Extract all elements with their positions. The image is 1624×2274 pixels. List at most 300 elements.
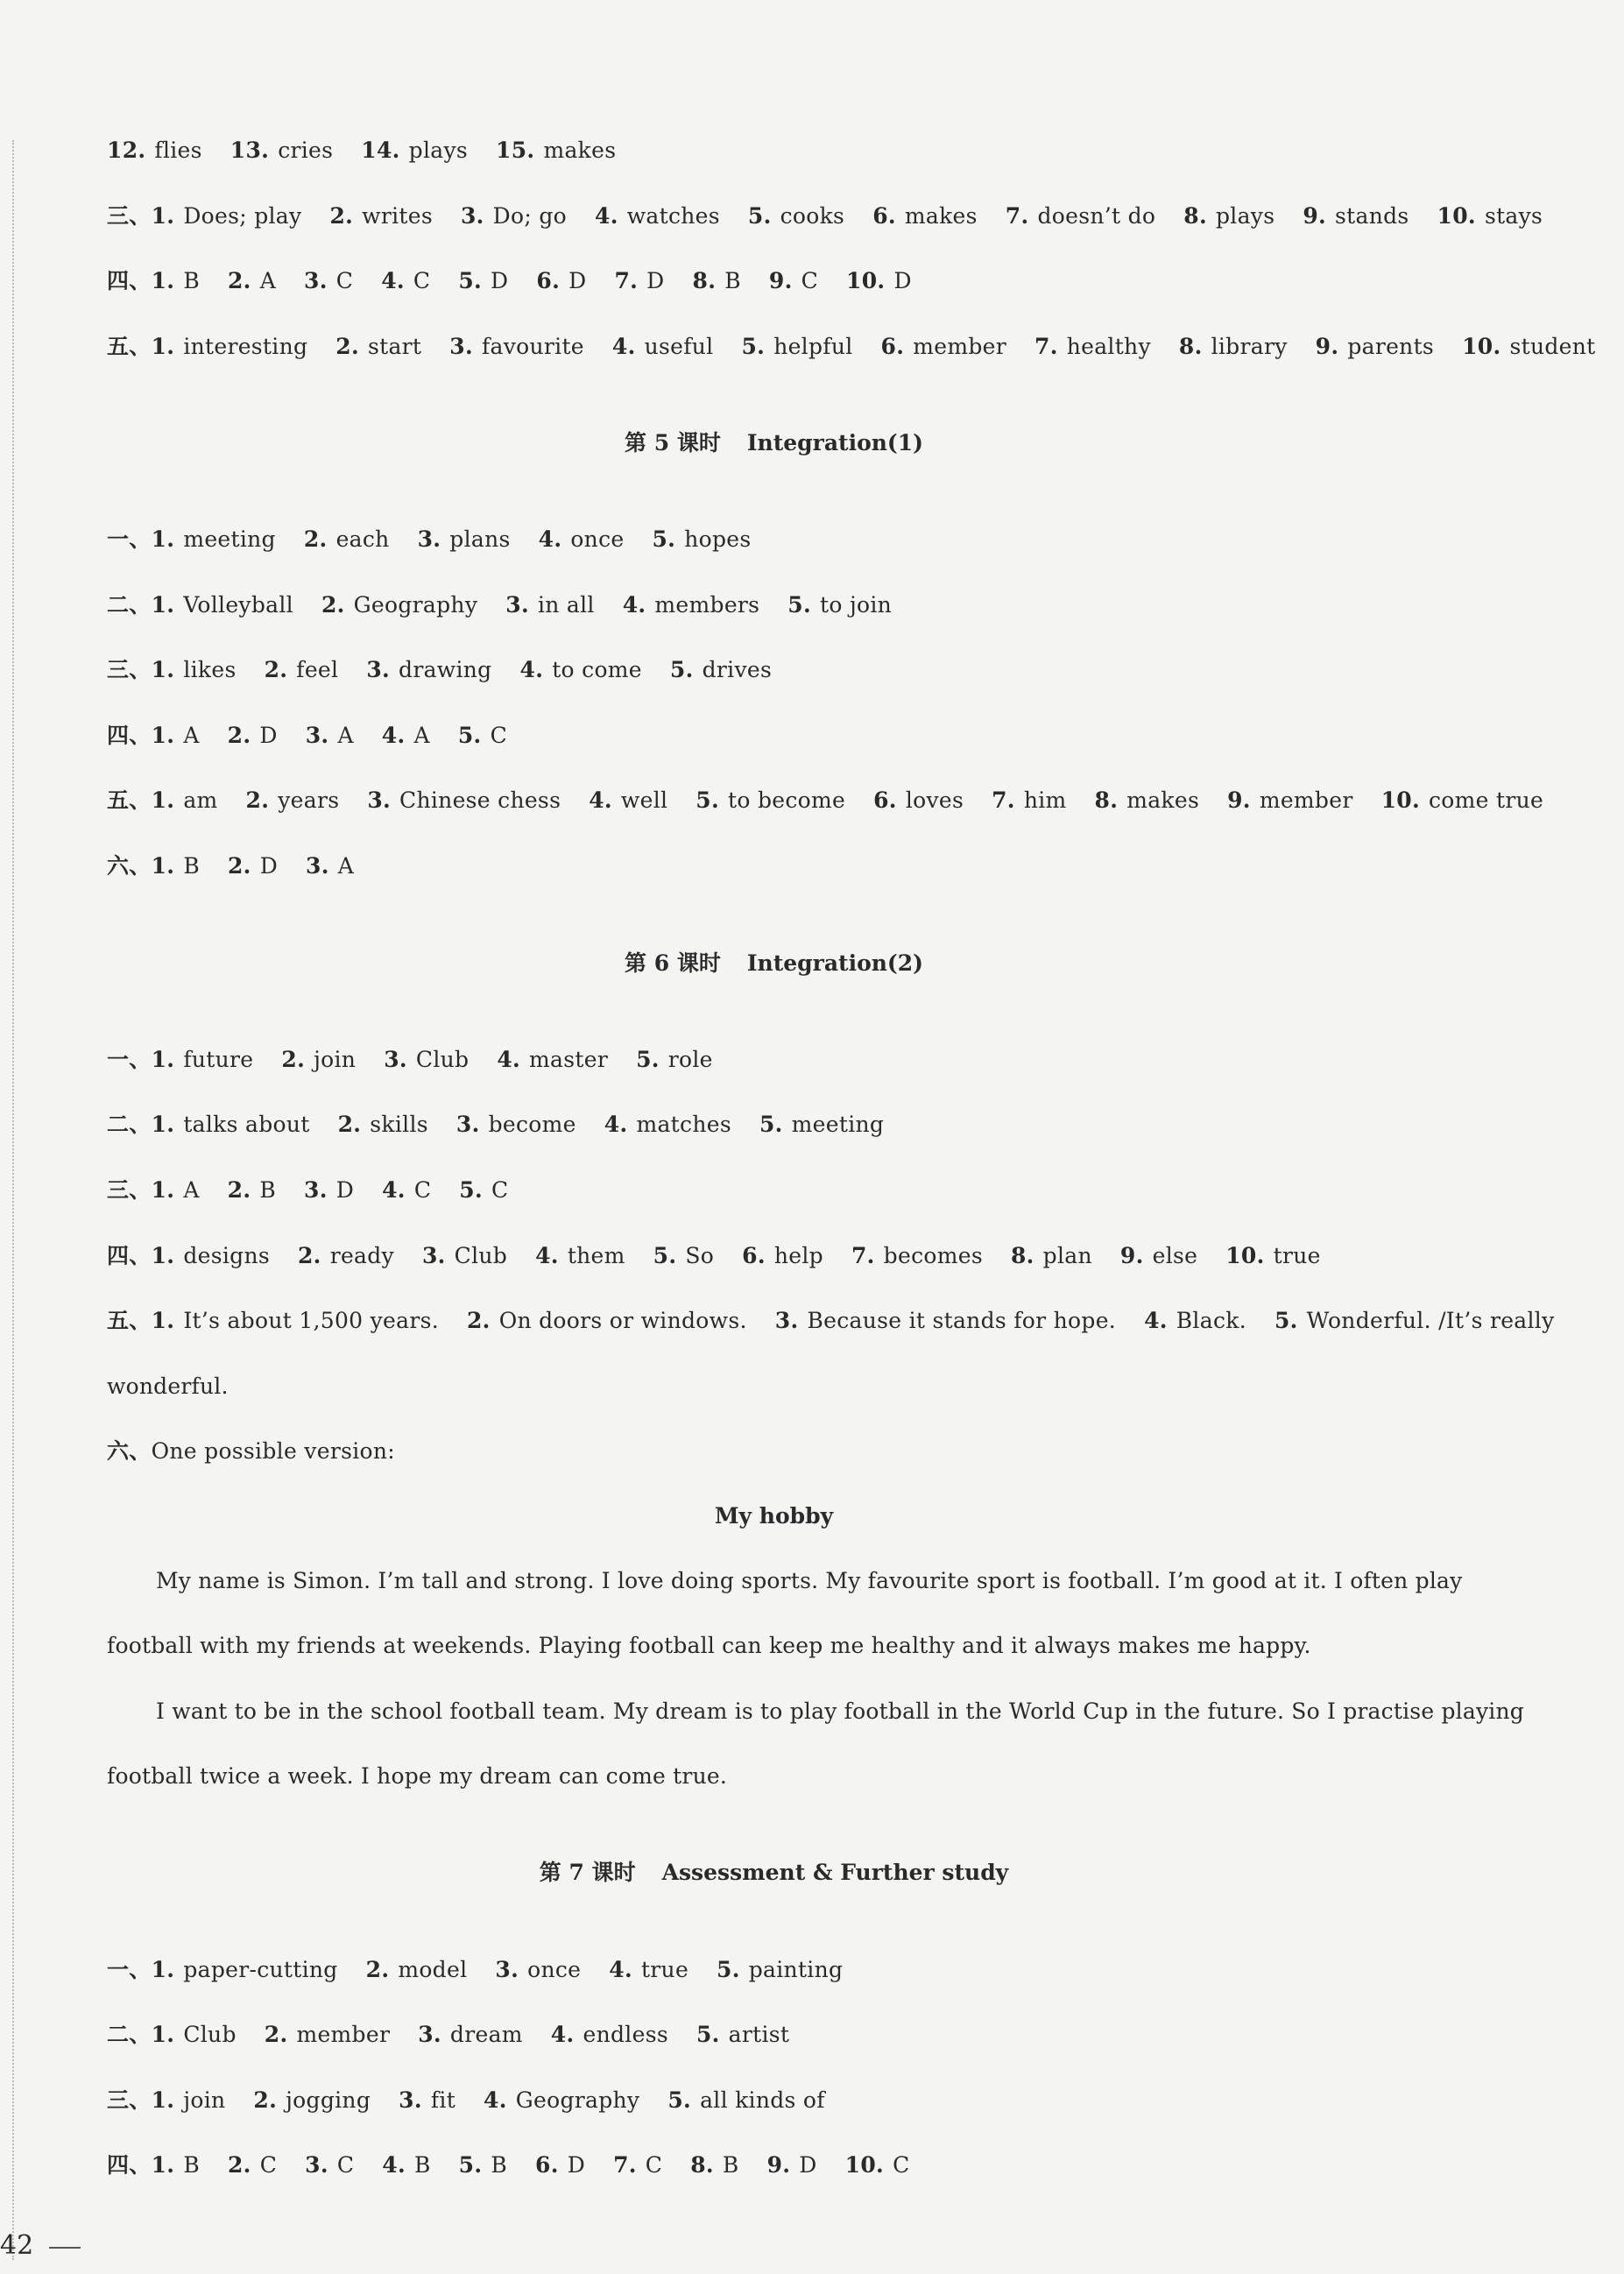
answer-item [253,2087,371,2113]
answer-item [1144,1308,1246,1333]
answer-item [338,1112,428,1137]
answer-number: 7. [851,1243,875,1268]
answer-item [851,1243,983,1268]
answer-text: well [620,787,668,813]
answer-number: 4. [519,657,544,682]
answer-text: D [259,853,279,879]
answer-item [228,1177,276,1203]
answer-text: fit [430,2087,456,2113]
answer-number: 2. [297,1243,321,1268]
answer-item [366,1957,468,1982]
answer-number: 3. [455,1112,480,1137]
answer-item [329,203,433,229]
answer-text: to become [728,787,846,813]
lesson-number: 第 5 课时 [625,430,721,456]
answer-text: once [527,1957,582,1982]
answer-item [152,853,200,879]
answer-text: becomes [883,1243,983,1268]
answer-item [1225,1243,1321,1268]
answer-number: 2. [227,268,251,293]
answer-number: 9. [766,2152,791,2178]
answer-item [992,787,1066,813]
answer-text: Do; go [492,203,567,229]
answer-item [1227,787,1352,813]
answer-number: 8. [692,268,717,293]
answer-item [845,2152,910,2178]
section-label: 三、 [107,1177,152,1203]
answer-text: It’s about 1,500 years. [183,1308,439,1333]
section-label: 四、 [107,723,152,748]
answer-number: 5. [669,657,694,682]
answer-text: Because it stands for hope. [807,1308,1117,1333]
answer-number: 4. [497,1047,521,1072]
answer-item [265,657,339,682]
answer-number: 3. [366,657,391,682]
answer-number: 7. [1034,334,1058,359]
answer-line [107,1242,1349,1270]
answer-number: 2. [365,1957,390,1982]
answer-text: am [183,787,218,813]
answer-text: favourite [481,334,584,359]
answer-number: 9. [1119,1243,1144,1268]
answer-item [496,138,616,163]
answer-item [520,657,642,682]
answer-item [759,1112,884,1137]
answer-text: master [529,1047,609,1072]
answer-item [604,1112,731,1137]
answer-number: 5. [787,592,811,618]
answer-text: helpful [773,334,853,359]
answer-item [152,1957,338,1982]
answer-item [535,2152,585,2178]
answer-text: years [278,787,340,813]
answer-item [589,787,667,813]
answer-item [742,1243,823,1268]
answer-number: 6. [873,787,897,813]
answer-number: 1. [151,657,175,682]
answer-text: meeting [183,526,276,552]
answer-number: 3. [449,334,473,359]
answer-number: 2. [466,1308,491,1333]
answer-number: 5. [653,1243,677,1268]
answer-number: 7. [613,2152,637,2178]
answer-text: member [913,334,1007,359]
answer-line [107,591,920,619]
answer-number: 4. [382,1177,406,1203]
answer-number: 1. [151,203,175,229]
binding-edge-line [12,140,14,2260]
answer-item [539,526,625,552]
answer-number: 1. [151,787,175,813]
answer-number: 4. [1144,1308,1168,1333]
answer-continuation: wonderful. [107,1374,229,1399]
answer-number: 5. [695,2022,720,2047]
answer-number: 5. [457,723,482,748]
answer-text: model [398,1957,468,1982]
writing-intro: One possible version: [151,1438,395,1464]
section-label: 一、 [107,1047,152,1072]
answer-number: 5. [652,526,676,552]
answer-item [152,526,276,552]
answer-number: 4. [484,2087,507,2113]
answer-number: 8. [1010,1243,1034,1268]
answer-item [612,334,714,359]
section-label: 四、 [107,1243,152,1268]
answer-item [636,1047,713,1072]
answer-text: D [491,268,509,293]
answer-number: 5. [458,2152,483,2178]
answer-text: makes [1126,787,1200,813]
answer-item [418,2022,523,2047]
answer-text: B [413,2152,431,2178]
answer-text: student [1509,334,1596,359]
answer-item [1316,334,1434,359]
answer-number: 7. [614,268,639,293]
answer-line [107,137,644,165]
answer-text: plan [1042,1243,1092,1268]
answer-item [1011,1243,1092,1268]
answer-number: 1. [151,1047,175,1072]
answer-text: drives [702,657,773,682]
answer-text: A [413,723,430,748]
section-label: 二、 [107,1112,152,1137]
section-label: 三、 [107,2087,152,2113]
answer-text: Geography [515,2087,640,2113]
answer-text: paper-cutting [183,1957,338,1982]
answer-text: endless [583,2022,668,2047]
answer-item [497,1047,608,1072]
essay-title [0,1502,1548,1530]
answer-item [152,2152,200,2178]
answer-item [265,2022,390,2047]
answer-number: 7. [992,787,1015,813]
answer-text: So [685,1243,715,1268]
answer-item [366,657,491,682]
answer-number: 10. [1462,334,1501,359]
answer-line [107,1046,741,1074]
answer-item [881,334,1006,359]
answer-line [107,202,1571,230]
answer-text: Black. [1176,1308,1246,1333]
lesson-6-heading [0,950,1548,978]
section-label: 二、 [107,592,152,618]
answer-line [107,2021,817,2049]
answer-text: Does; play [183,203,302,229]
answer-line [107,1111,912,1139]
answer-text: him [1023,787,1067,813]
answer-item [461,203,567,229]
answer-text: hopes [684,526,752,552]
section-label: 一、 [107,1957,152,1982]
answer-number: 4. [604,1112,628,1137]
answer-item [787,592,892,618]
answer-item [422,1243,507,1268]
answer-text: once [570,526,625,552]
answer-number: 5. [667,2087,692,2113]
answer-text: stays [1484,203,1543,229]
answer-item [152,1047,254,1072]
answer-number: 5. [747,203,772,229]
answer-text: parents [1347,334,1435,359]
section-label: 六、 [107,853,152,879]
answer-item [228,268,276,293]
answer-number: 3. [367,787,392,813]
answer-line [107,722,535,750]
section-label: 四、 [107,2152,152,2178]
lesson-topic: Integration(2) [746,950,923,976]
answer-item [382,2152,430,2178]
answer-text: dream [449,2022,523,2047]
answer-text: designs [183,1243,270,1268]
answer-number: 5. [741,334,766,359]
answer-item [535,1243,625,1268]
lesson-topic: Integration(1) [746,430,923,456]
answer-item [551,2022,668,2047]
answer-number: 4. [381,268,405,293]
answer-number: 8. [690,2152,714,2178]
answer-number: 2. [227,2152,251,2178]
answer-item [690,2152,738,2178]
answer-text: B [183,853,200,879]
answer-text: interesting [183,334,308,359]
answer-number: 4. [535,1243,559,1268]
answer-item [748,203,844,229]
answer-number: 3. [304,1177,328,1203]
answer-number: 1. [151,1243,175,1268]
answer-item [717,1957,843,1982]
answer-item [613,2152,662,2178]
answer-number: 5. [695,787,719,813]
answer-number: 8. [1183,203,1207,229]
answer-text: them [567,1243,625,1268]
answer-text: flies [154,138,202,163]
answer-text: cooks [780,203,845,229]
answer-text: true [1273,1243,1321,1268]
answer-line [107,787,1571,815]
answer-text: Volleyball [183,592,293,618]
essay-title-text: My hobby [714,1503,834,1529]
answer-item [304,1177,354,1203]
answer-item [298,1243,394,1268]
answer-number: 9. [768,268,793,293]
answer-text: D [646,268,665,293]
answer-number: 4. [595,203,618,229]
answer-item [614,268,664,293]
answer-text: C [645,2152,663,2178]
answer-number: 9. [1303,203,1327,229]
answer-number: 15. [496,138,535,163]
answer-number: 3. [384,1047,407,1072]
answer-text: D [259,723,278,748]
answer-item [693,268,741,293]
answer-number: 8. [1094,787,1119,813]
answer-number: 10. [846,268,886,293]
answer-item [306,853,354,879]
answer-text: B [722,2152,739,2178]
answer-number: 4. [609,1957,632,1982]
answer-item [418,526,511,552]
answer-text: B [259,1177,277,1203]
answer-number: 2. [321,592,345,618]
answer-item [769,268,818,293]
answer-text: doesn’t do [1037,203,1156,229]
answer-number: 3. [399,2087,422,2113]
answer-text: plays [408,138,469,163]
answer-text: likes [183,657,237,682]
answer-item [449,334,584,359]
answer-number: 2. [281,1047,306,1072]
answer-text: C [413,268,431,293]
answer-text: A [337,853,355,879]
answer-number: 5. [759,1112,783,1137]
answer-number: 2. [335,334,359,359]
page-number: 42 [0,2230,34,2261]
answer-text: C [490,723,507,748]
answer-text: cries [278,138,334,163]
answer-number: 2. [303,526,328,552]
answer-item [458,268,508,293]
answer-number: 9. [1315,334,1339,359]
answer-text: plays [1215,203,1275,229]
answer-number: 1. [151,1308,175,1333]
answer-text: join [314,1047,357,1072]
answer-item [152,787,218,813]
answer-item [381,268,430,293]
answer-text: matches [636,1112,731,1137]
answer-text: Geography [353,592,478,618]
lesson-topic: Assessment & Further study [661,1860,1009,1885]
answer-number: 5. [458,268,483,293]
answer-number: 6. [742,1243,766,1268]
answer-number: 3. [421,1243,446,1268]
answer-item [152,268,200,293]
section-label: 二、 [107,2022,152,2047]
answer-text: member [296,2022,391,2047]
essay-paragraph-1-line-2: football with my friends at weekends. Playing football can keep me healthy and it always makes me happy. [107,1633,1311,1658]
answer-item [458,723,507,748]
answer-item [1179,334,1288,359]
answer-number: 4. [381,723,406,748]
answer-number: 3. [417,526,441,552]
essay-paragraph-2-line-1: I want to be in the school football team. My dream is to play football in the World Cup in the future. So I practise playing [156,1698,1525,1724]
answer-text: healthy [1066,334,1151,359]
answer-item [305,2152,354,2178]
answer-item [152,723,200,748]
answer-item [459,2152,507,2178]
answer-number: 1. [151,723,175,748]
answer-number: 5. [1274,1308,1298,1333]
answer-text: member [1259,787,1353,813]
answer-number: 6. [536,268,561,293]
answer-text: to come [552,657,642,682]
answer-number: 4. [550,2022,575,2047]
answer-number: 2. [253,2087,278,2113]
answer-text: else [1152,1243,1198,1268]
answer-line [107,267,940,295]
answer-number: 3. [505,592,529,618]
answer-item [384,1047,469,1072]
answer-text: Club [415,1047,470,1072]
answer-item [228,723,278,748]
answer-number: 2. [227,723,251,748]
answer-number: 10. [1437,203,1476,229]
answer-text: help [773,1243,823,1268]
answer-item [304,268,353,293]
answer-line [107,656,800,684]
answer-number: 3. [460,203,484,229]
answer-text: artist [728,2022,790,2047]
answer-number: 1. [151,268,175,293]
answer-text: A [183,723,200,748]
answer-line [107,1956,871,1984]
answer-item [399,2087,455,2113]
answer-number: 10. [844,2152,885,2178]
answer-number: 4. [589,787,612,813]
answer-line [107,2151,938,2179]
answer-item [152,1112,310,1137]
section-label: 三、 [107,203,152,229]
answer-line [107,1307,1583,1335]
answer-text: join [183,2087,226,2113]
answer-number: 4. [622,592,646,618]
answer-text: ready [329,1243,394,1268]
answer-number: 2. [337,1112,362,1137]
answer-item [228,853,278,879]
answer-number: 5. [636,1047,660,1072]
answer-number: 7. [1005,203,1029,229]
answer-number: 3. [418,2022,441,2047]
answer-text: drawing [399,657,492,682]
answer-text: painting [748,1957,844,1982]
answer-number: 3. [304,268,328,293]
answer-number: 5. [717,1957,740,1982]
answer-item [152,592,293,618]
answer-text: A [183,1177,200,1203]
answer-item [1274,1308,1555,1333]
answer-item [505,592,594,618]
answer-text: future [183,1047,254,1072]
answer-item [152,1243,270,1268]
answer-text: library [1211,334,1288,359]
answer-text: members [654,592,760,618]
answer-text: On doors or windows. [498,1308,747,1333]
answer-text: C [491,1177,509,1203]
section-label: 五、 [107,1308,152,1333]
answer-item [367,787,561,813]
answer-item [281,1047,356,1072]
answer-item [873,787,964,813]
answer-item [1462,334,1595,359]
answer-text: true [640,1957,689,1982]
answer-number: 1. [151,334,175,359]
answer-item [741,334,852,359]
answer-text: come true [1428,787,1544,813]
answer-item [1381,787,1544,813]
answer-item [152,203,302,229]
answer-text: C [413,1177,432,1203]
answer-line [107,526,779,554]
answer-number: 2. [227,853,251,879]
answer-item [775,1308,1116,1333]
answer-text: start [367,334,422,359]
answer-item [872,203,978,229]
answer-number: 3. [306,853,329,879]
lesson-number: 第 7 课时 [539,1860,636,1885]
answer-text: role [667,1047,713,1072]
answer-text: plans [449,526,511,552]
page-number-dash [49,2247,81,2249]
answer-item [152,334,308,359]
